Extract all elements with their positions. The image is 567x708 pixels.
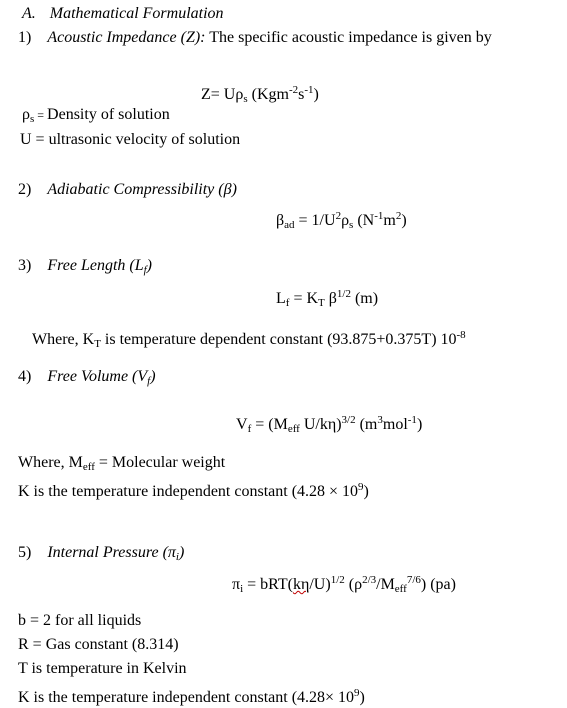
item-1-title: Acoustic Impedance (Z): — [47, 29, 206, 46]
spellcheck-underline: kη — [292, 576, 310, 593]
definition-temperature: T is temperature in Kelvin — [18, 660, 187, 677]
section-title: Mathematical Formulation — [49, 5, 224, 22]
definition-k-constant-2: K is the temperature independent constant $(4.28\times 10^9)$ — [18, 687, 365, 706]
definition-velocity: U = ultrasonic velocity of solution — [20, 131, 241, 148]
item-1-number: 1) — [18, 29, 32, 46]
item-3-title: Free Length $(L_f)$ — [47, 257, 152, 276]
item-3-heading: 3) Free Length $(L_f)$ — [18, 257, 152, 276]
equation-adiabatic-compressibility: $\beta_{ad} = 1/U^2\rho_s$ $(N^{-1}m^2)$ — [276, 210, 407, 231]
item-2-title: Adiabatic Compressibility (β) — [47, 181, 237, 198]
free-length-constant-note: Where, $K_T$ is temperature dependent constant (93.875+0.375T) $10^{-8}$ — [32, 329, 466, 350]
definition-molecular-weight: Where, $M_{eff}$ = Molecular weight — [18, 454, 226, 473]
item-5-heading: 5) Internal Pressure $(\pi_i)$ — [18, 544, 185, 563]
equation-acoustic-impedance: $Z= U\rho_s$ $(Kgm^{-2}s^{-1})$ — [201, 84, 319, 105]
item-1-intro: The specific acoustic impedance is given by — [205, 29, 492, 46]
definition-b: b = 2 for all liquids — [18, 612, 142, 629]
equation-free-length: $L_f = K_T$ $\beta^{1/2}$ (m) — [276, 288, 379, 309]
section-heading — [22, 4, 224, 24]
section-number: A. — [22, 5, 36, 22]
item-4-title: Free Volume $(V_f)$ — [47, 368, 156, 387]
item-4-heading: 4) Free Volume $(V_f)$ — [18, 368, 156, 387]
equation-free-volume: $V_f = (M_{eff}$ U/kη)$^{3/2}$ $(m^3mol^{-1})$ — [236, 414, 423, 435]
definition-k-constant: K is the temperature independent constant $(4.28 \times 10^9)$ — [18, 481, 369, 500]
item-2-heading: 2) Adiabatic Compressibility (β) — [18, 181, 237, 198]
item-1-heading — [18, 28, 492, 48]
definition-density: $\rho_s$ = Density of solution — [22, 106, 170, 125]
definition-gas-constant: R = Gas constant (8.314) — [18, 636, 179, 653]
item-5-title: Internal Pressure $(\pi_i)$ — [47, 544, 185, 563]
equation-internal-pressure: $\pi_i = bRT(k\eta/U)^{1/2}$ $(\rho^{2/3}/M_{eff}^{7/6})$ (pa) — [232, 574, 456, 595]
